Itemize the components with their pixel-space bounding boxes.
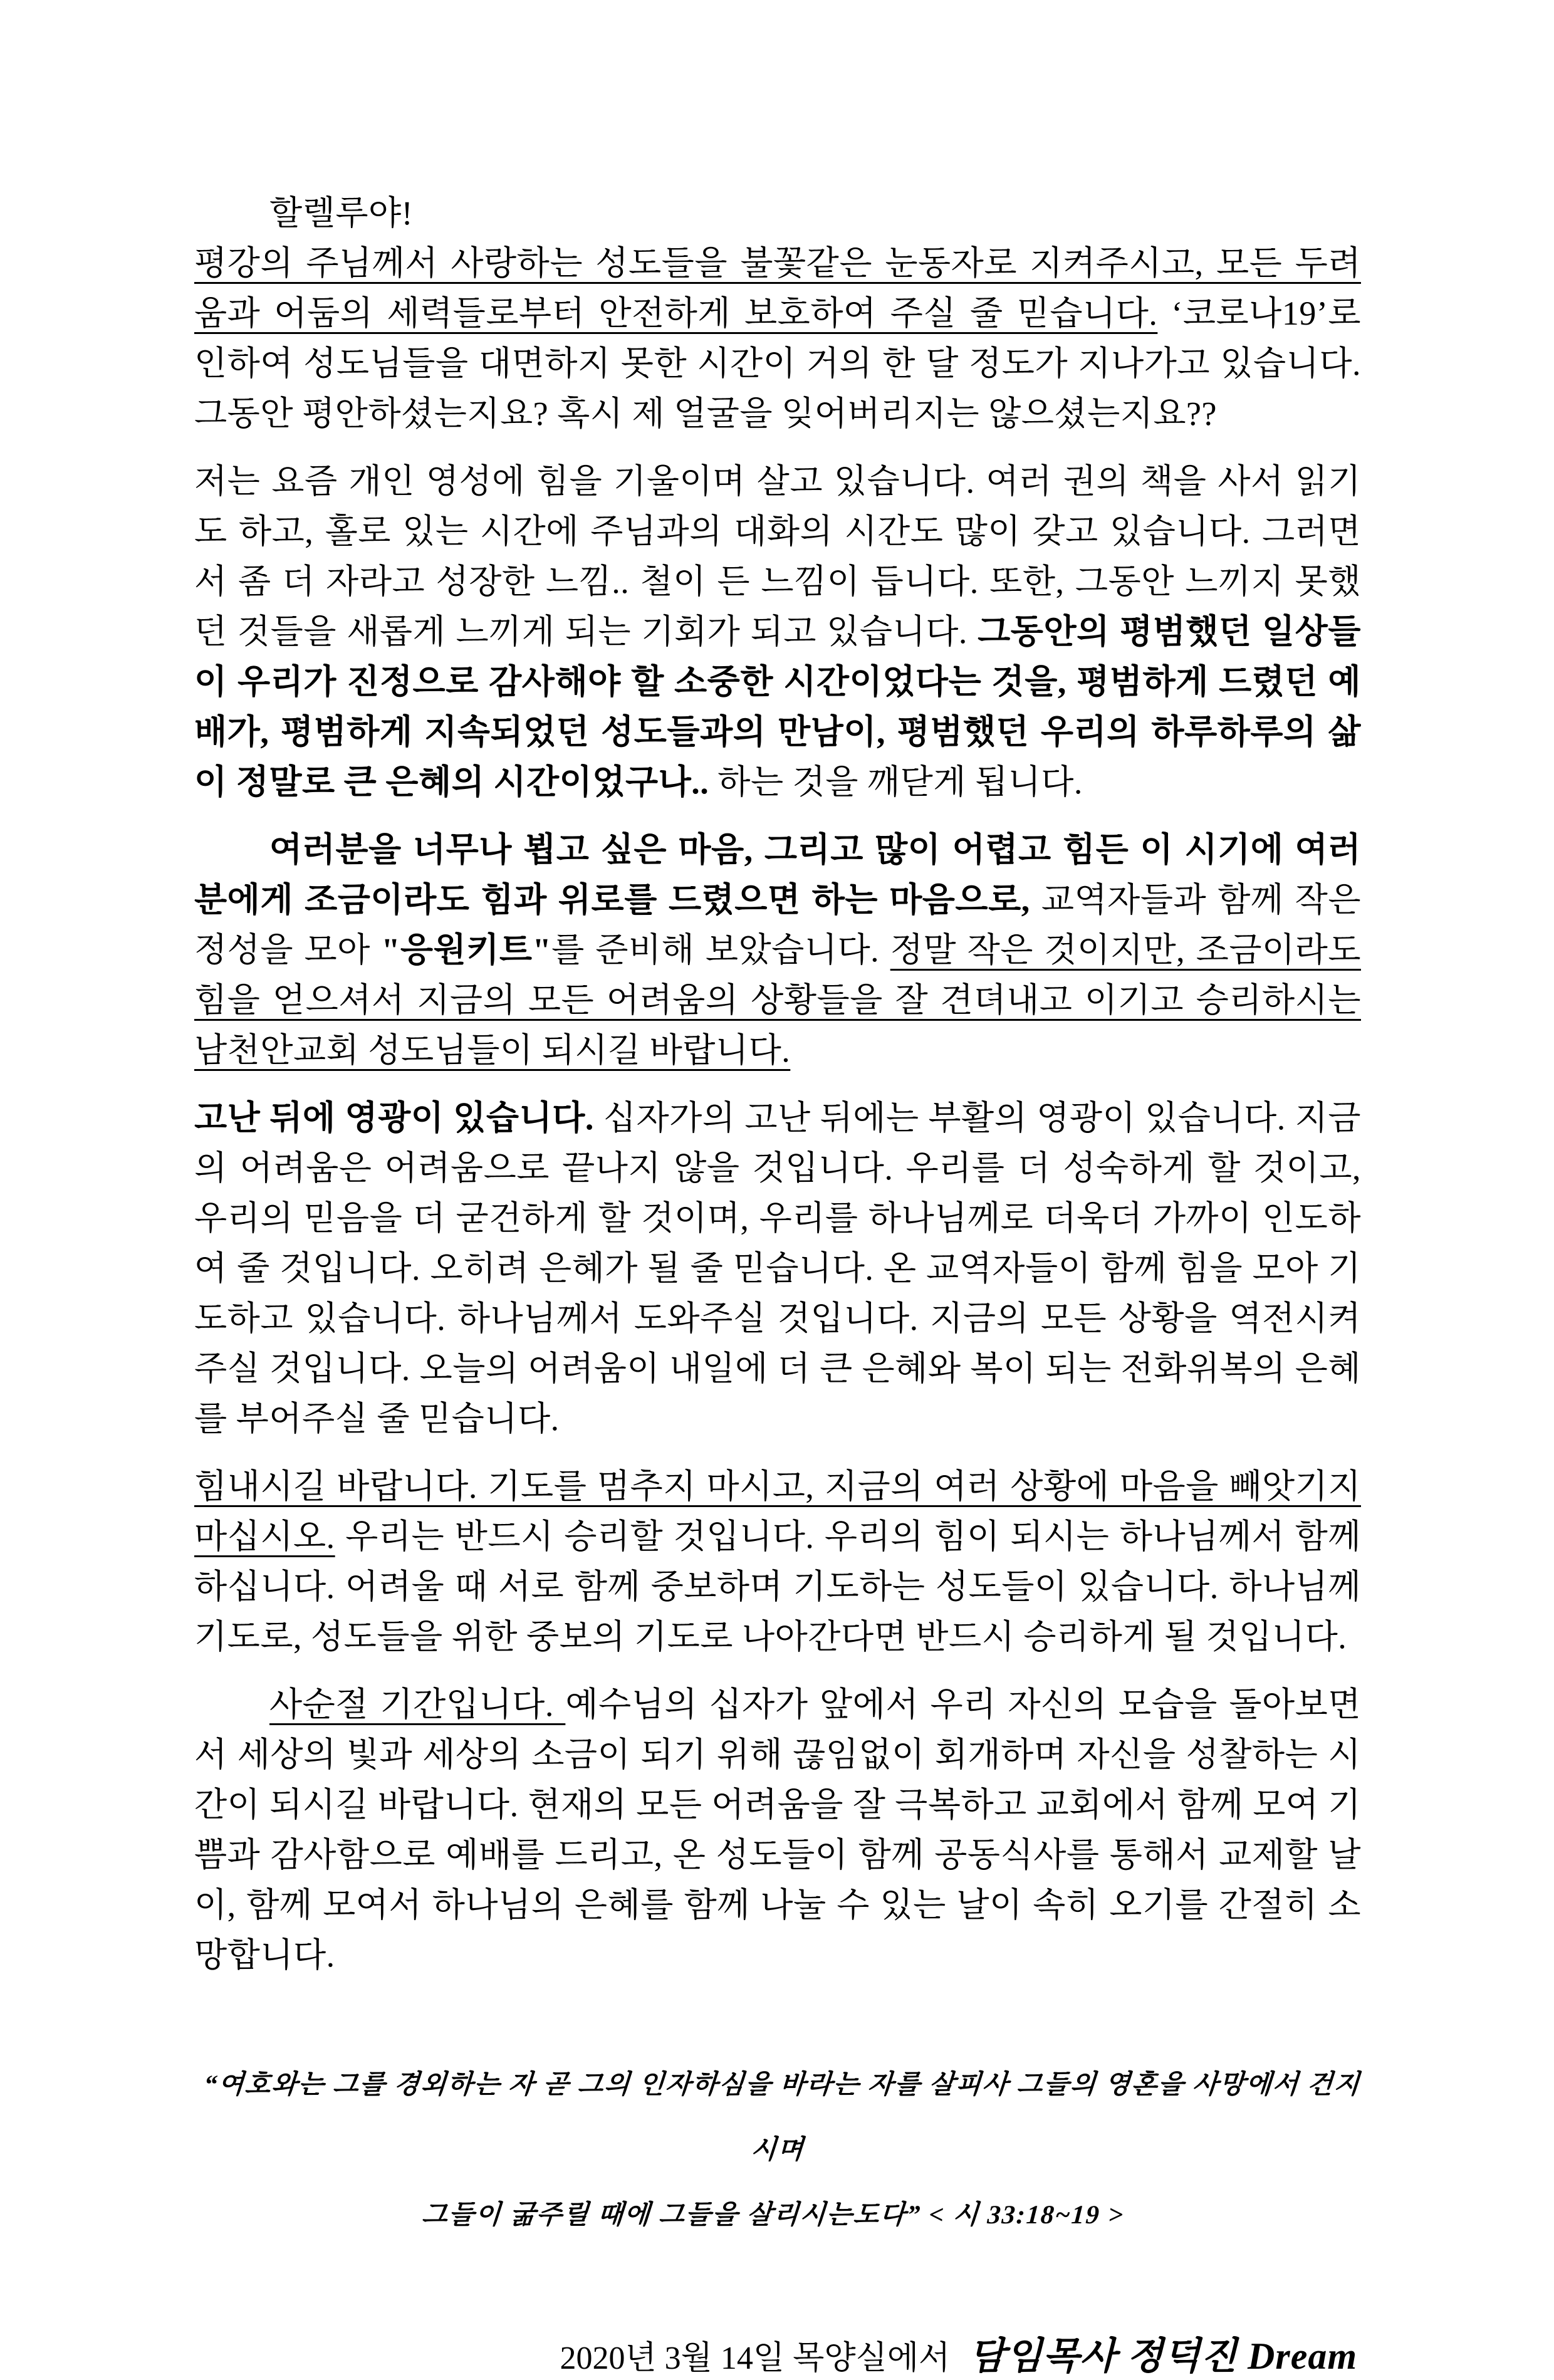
gift-underlined-run: 정말 작은 것이지만, 조금이라도 힘을 얻으셔서 지금의 모든 어려움의 상황들을 잘 견뎌내고 이기고 승리하시는 남천안교회 성도님들이 되시길 바랍니다.	[194, 931, 1361, 1069]
gift-text-run-2: 를 준비해 보았습니다.	[551, 931, 890, 969]
gift-text-run: 교역자들과 함께 작은 정성을 모아	[194, 881, 1361, 969]
signature-name: 담임목사 정덕진 Dream	[969, 2336, 1357, 2377]
paragraph-gift	[194, 825, 1361, 1075]
gift-bold-run: 여러분을 너무나 뵙고 싶은 마음, 그리고 많이 어렵고 힘든 이 시기에 여러분에게 조금이라도 힘과 위로를 드렸으면 하는 마음으로,	[194, 831, 1361, 919]
paragraph-reflection	[194, 456, 1361, 807]
paragraph-glory	[194, 1093, 1361, 1444]
glory-bold-run: 고난 뒤에 영광이 있습니다.	[194, 1099, 603, 1137]
scripture-line-1: “여호와는 그를 경외하는 자 곧 그의 인자하심을 바라는 자를 살피사 그들의 영혼을 사망에서 건지시며	[202, 2070, 1362, 2164]
greeting-text: 할렐루야!	[269, 194, 414, 232]
reflection-closing-run: 하는 것을 깨닫게 됩니다.	[709, 763, 1083, 801]
reflection-bold-run: 그동안의 평범했던 일상들이 우리가 진정으로 감사해야 할 소중한 시간이었다는 것을, 평범하게 드렸던 예배가, 평범하게 지속되었던 성도들과의 만남이, 평범했던 우리의 하루하루의 삶이 정말로 큰 은혜의 시간이었구나..	[194, 613, 1361, 801]
encourage-underlined-run: 힘내시길 바랍니다. 기도를 멈추지 마시고, 지금의 여러 상황에 마음을 빼앗기지 마십시오.	[194, 1468, 1361, 1555]
letter-content	[194, 188, 1361, 2380]
lent-text-run: 예수님의 십자가 앞에서 우리 자신의 모습을 돌아보면서 세상의 빛과 세상의 소금이 되기 위해 끊임없이 회개하며 자신을 성찰하는 시간이 되시길 바랍니다. 현재의 모든 어려움을 잘 극복하고 교회에서 함께 모여 기쁨과 감사함으로 예배를 드리고, 온 성도들이 함께 공동식사를 통해서 교제할 날이, 함께 모여서 하나님의 은혜를 함께 나눌 수 있는 날이 속히 오기를 간절히 소망합니다.	[194, 1686, 1362, 1974]
scripture-line-2: 그들이 굶주릴 때에 그들을 살리시는도다” < 시 33:18~19 >	[420, 2201, 1125, 2230]
signature-date: 2020년 3월 14일 목양실에서	[560, 2341, 951, 2376]
reflection-text-run: 저는 요즘 개인 영성에 힘을 기울이며 살고 있습니다. 여러 권의 책을 사서 읽기도 하고, 홀로 있는 시간에 주님과의 대화의 시간도 많이 갖고 있습니다. 그러면서 좀 더 자라고 성장한 느낌.. 철이 든 느낌이 듭니다. 또한, 그동안 느끼지 못했던 것들을 새롭게 느끼게 되는 기회가 되고 있습니다.	[194, 462, 1361, 650]
paragraph-encourage	[194, 1461, 1361, 1662]
opening-underlined-run: 평강의 주님께서 사랑하는 성도들을 불꽃같은 눈동자로 지켜주시고, 모든 두려움과 어둠의 세력들로부터 안전하게 보호하여 주실 줄 믿습니다.	[194, 244, 1361, 332]
paragraph-opening	[194, 238, 1361, 439]
signature-line	[194, 2326, 1361, 2380]
encourage-text-run: 우리는 반드시 승리할 것입니다. 우리의 힘이 되시는 하나님께서 함께 하십니다. 어려울 때 서로 함께 중보하며 기도하는 성도들이 있습니다. 하나님께 기도로, 성도들을 위한 중보의 기도로 나아간다면 반드시 승리하게 될 것입니다.	[194, 1518, 1361, 1656]
paragraph-lent	[194, 1679, 1361, 1980]
scripture-quote	[187, 2052, 1368, 2248]
lent-underlined-run: 사순절 기간입니다.	[269, 1686, 566, 1723]
gift-kit-name-run: "응원키트"	[381, 931, 552, 969]
glory-text-run: 십자가의 고난 뒤에는 부활의 영광이 있습니다. 지금의 어려움은 어려움으로 끝나지 않을 것입니다. 우리를 더 성숙하게 할 것이고, 우리의 믿음을 더 굳건하게 할 것이며, 우리를 하나님께로 더욱더 가까이 인도하여 줄 것입니다. 오히려 은혜가 될 줄 믿습니다. 온 교역자들이 함께 힘을 모아 기도하고 있습니다. 하나님께서 도와주실 것입니다. 지금의 모든 상황을 역전시켜 주실 것입니다. 오늘의 어려움이 내일에 더 큰 은혜와 복이 되는 전화위복의 은혜를 부어주실 줄 믿습니다.	[194, 1099, 1361, 1438]
opening-text-run: ‘코로나19’로 인하여 성도님들을 대면하지 못한 시간이 거의 한 달 정도가 지나가고 있습니다. 그동안 평안하셨는지요? 혹시 제 얼굴을 잊어버리지는 않으셨는지요??	[194, 295, 1361, 432]
